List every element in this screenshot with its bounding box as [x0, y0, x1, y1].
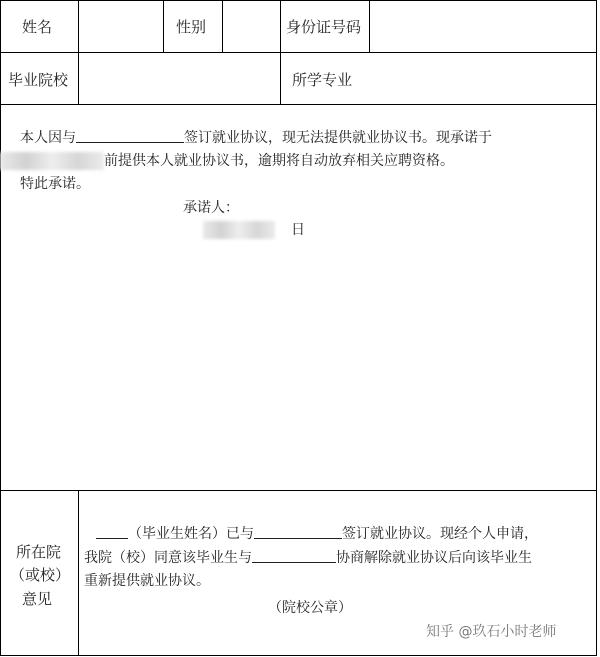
opinion-line-3: 重新提供就业协议。 [84, 573, 210, 589]
signer-label: 承诺人： [183, 200, 239, 216]
opinion-line-1 [96, 523, 538, 546]
opinion-label-line-2: （或校） [10, 566, 71, 584]
school-label: 毕业院校 [8, 71, 69, 89]
commitment-line-2 [0, 150, 454, 173]
table-bottom-border [0, 655, 597, 656]
day-label: 日 [291, 222, 305, 238]
watermark: 知乎 @玖石小时老师 [426, 624, 557, 640]
employer-blank[interactable] [76, 128, 184, 143]
school-field[interactable] [79, 53, 280, 104]
major-field[interactable] [370, 53, 596, 104]
commitment-line2-text: 前提供本人就业协议书，逾期将自动放弃相关应聘资格。 [104, 153, 454, 169]
commitment-line-3: 特此承诺。 [20, 176, 90, 192]
opinion-divider [78, 490, 79, 656]
opinion-line2-suffix: 协商解除就业协议后向该毕业生 [336, 550, 532, 566]
opinion-label-line-3: 意见 [22, 590, 53, 608]
opinion-line-2 [84, 547, 532, 570]
opinion-top-border [0, 490, 597, 491]
opinion-line2-prefix: 我院（校）同意该毕业生与 [84, 550, 252, 566]
signature-date-row [203, 219, 305, 242]
commitment-prefix: 本人因与 [20, 130, 76, 146]
opinion-line1-suffix: 签订就业协议。现经个人申请， [342, 526, 538, 542]
id-number-field[interactable] [370, 1, 596, 52]
table-left-border [0, 0, 1, 656]
redacted-signature-date [203, 221, 275, 239]
opinion-label-line-1: 所在院 [16, 543, 62, 561]
table-right-border [596, 0, 597, 656]
gender-label: 性别 [176, 18, 207, 36]
name-field[interactable] [79, 1, 163, 52]
id-number-label: 身份证号码 [286, 18, 362, 36]
opinion-employer-blank[interactable] [254, 524, 342, 539]
name-label: 姓名 [22, 18, 53, 36]
row2-bottom-border [0, 104, 597, 105]
major-label: 所学专业 [292, 71, 353, 89]
col-divider-4 [280, 0, 281, 104]
opinion-line1-name: （毕业生姓名）已与 [128, 526, 254, 542]
gender-field[interactable] [223, 1, 280, 52]
commitment-line1-suffix: 签订就业协议，现无法提供就业协议书。现承诺于 [184, 130, 492, 146]
col-divider-2 [163, 0, 164, 52]
redacted-date [0, 152, 104, 170]
graduate-name-blank[interactable] [96, 524, 128, 539]
school-seal-label: （院校公章） [268, 600, 352, 616]
commitment-line-1 [20, 127, 492, 150]
opinion-party-blank[interactable] [252, 548, 336, 563]
